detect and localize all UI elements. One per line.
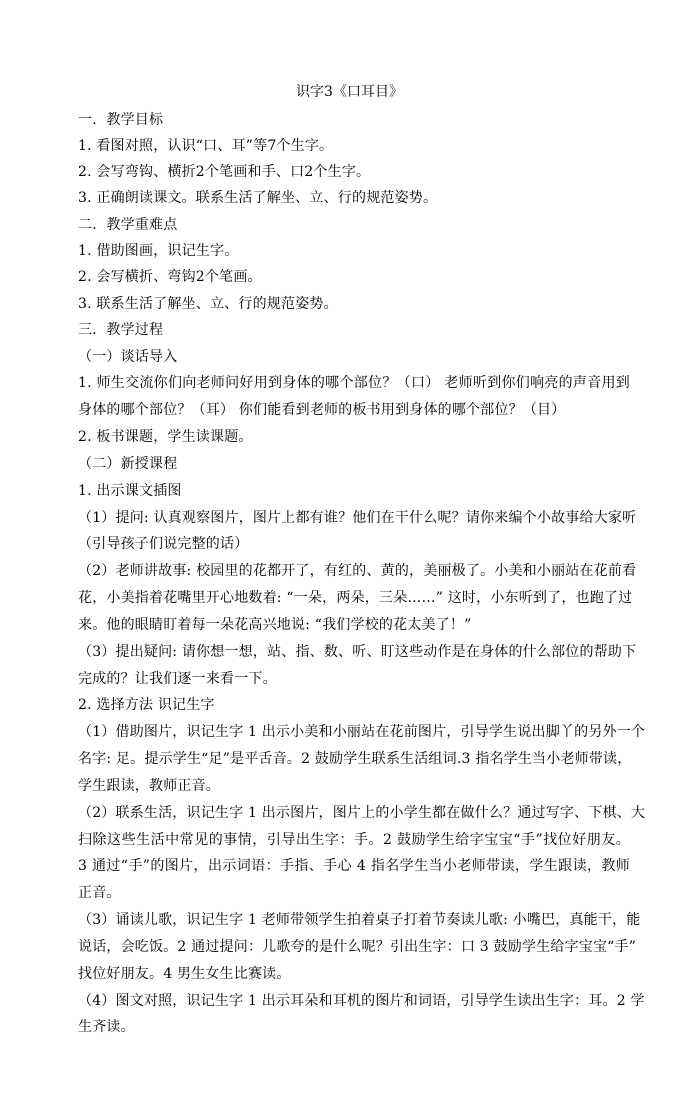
paragraph-line: 说话，会吃饭。2 通过提问：儿歌夸的是什么呢？引出生字：口 3 鼓励学生给字宝宝“手” — [78, 939, 637, 955]
key-item: 2. 会写横折、弯钩2个笔画。 — [78, 269, 262, 285]
key-item: 3. 联系生活了解坐、立、行的规范姿势。 — [78, 296, 338, 312]
goal-item: 1. 看图对照，认识“口、耳”等7个生字。 — [78, 138, 334, 154]
paragraph-line: （3）提出疑问: 请你想一想，站、指、数、听、盯这些动作是在身体的什么部位的帮助下 — [78, 644, 637, 660]
document-title: 识字3《口耳目》 — [296, 84, 403, 100]
paragraph-line: 身体的哪个部位？（耳） 你们能看到老师的板书用到身体的哪个部位？（目） — [78, 402, 566, 418]
paragraph-line: （2）老师讲故事: 校园里的花都开了，有红的、黄的，美丽极了。小美和小丽站在花前看 — [78, 563, 637, 579]
paragraph-line: 3 通过“手”的图片，出示词语：手指、手心 4 指名学生当小老师带读，学生跟读，教师 — [78, 858, 630, 874]
step-heading: 2. 选择方法 识记生字 — [78, 697, 215, 713]
paragraph-line: 生齐读。 — [78, 1019, 135, 1035]
paragraph-line: （3）诵读儿歌，识记生字 1 老师带领学生拍着桌子打着节奏读儿歌: 小嘴巴，真能干，能 — [78, 912, 641, 928]
paragraph-line: 花，小美指着花嘴里开心地数着: “一朵，两朵，三朵……” 这时，小东听到了，也跑了过 — [78, 590, 633, 606]
paragraph-line: （1）提问: 认真观察图片，图片上都有谁？他们在干什么呢？请你来编个小故事给大家听 — [78, 510, 637, 526]
paragraph-line: 正音。 — [78, 885, 121, 901]
paragraph-line: （引导孩子们说完整的话） — [78, 536, 249, 552]
key-heading: 二．教学重难点 — [78, 217, 178, 233]
paragraph-line: （4）图文对照，识记生字 1 出示耳朵和耳机的图片和词语，引导学生读出生字：耳。2 学 — [78, 993, 645, 1009]
paragraph-line: 完成的？让我们逐一来看一下。 — [78, 671, 277, 687]
paragraph-line: 1. 师生交流你们向老师问好用到身体的哪个部位？（口） 老师听到你们响亮的声音用到 — [78, 375, 630, 391]
goal-item: 2. 会写弯钩、横折2个笔画和手、口2个生字。 — [78, 164, 371, 180]
goal-item: 3. 正确朗读课文。联系生活了解坐、立、行的规范姿势。 — [78, 190, 438, 206]
paragraph-line: 找位好朋友。4 男生女生比赛读。 — [78, 966, 291, 982]
paragraph-line: 名字: 足。提示学生“足”是平舌音。2 鼓励学生联系生活组词.3 指名学生当小老师带读， — [78, 751, 632, 767]
key-item: 1. 借助图画，识记生字。 — [78, 243, 239, 259]
process-heading: 三．教学过程 — [78, 322, 164, 338]
paragraph-line: （1）借助图片，识记生字 1 出示小美和小丽站在花前图片，引导学生说出脚丫的另外一个 — [78, 724, 646, 740]
goals-heading: 一．教学目标 — [78, 112, 164, 128]
paragraph-line: 2. 板书课题，学生读课题。 — [78, 429, 253, 445]
paragraph-line: 扫除这些生活中常见的事情，引导出生字：手。2 鼓励学生给字宝宝“手”找位好朋友。 — [78, 832, 630, 848]
paragraph-line: 来。他的眼睛盯着每一朵花高兴地说: “我们学校的花太美了！” — [78, 617, 472, 633]
new-lesson-heading: （二）新授课程 — [78, 456, 178, 472]
paragraph-line: （2）联系生活，识记生字 1 出示图片，图片上的小学生都在做什么？通过写字、下棋、大 — [78, 805, 646, 821]
step-heading: 1. 出示课文插图 — [78, 483, 182, 499]
paragraph-line: 学生跟读，教师正音。 — [78, 778, 220, 794]
intro-heading: （一）谈话导入 — [78, 349, 178, 365]
